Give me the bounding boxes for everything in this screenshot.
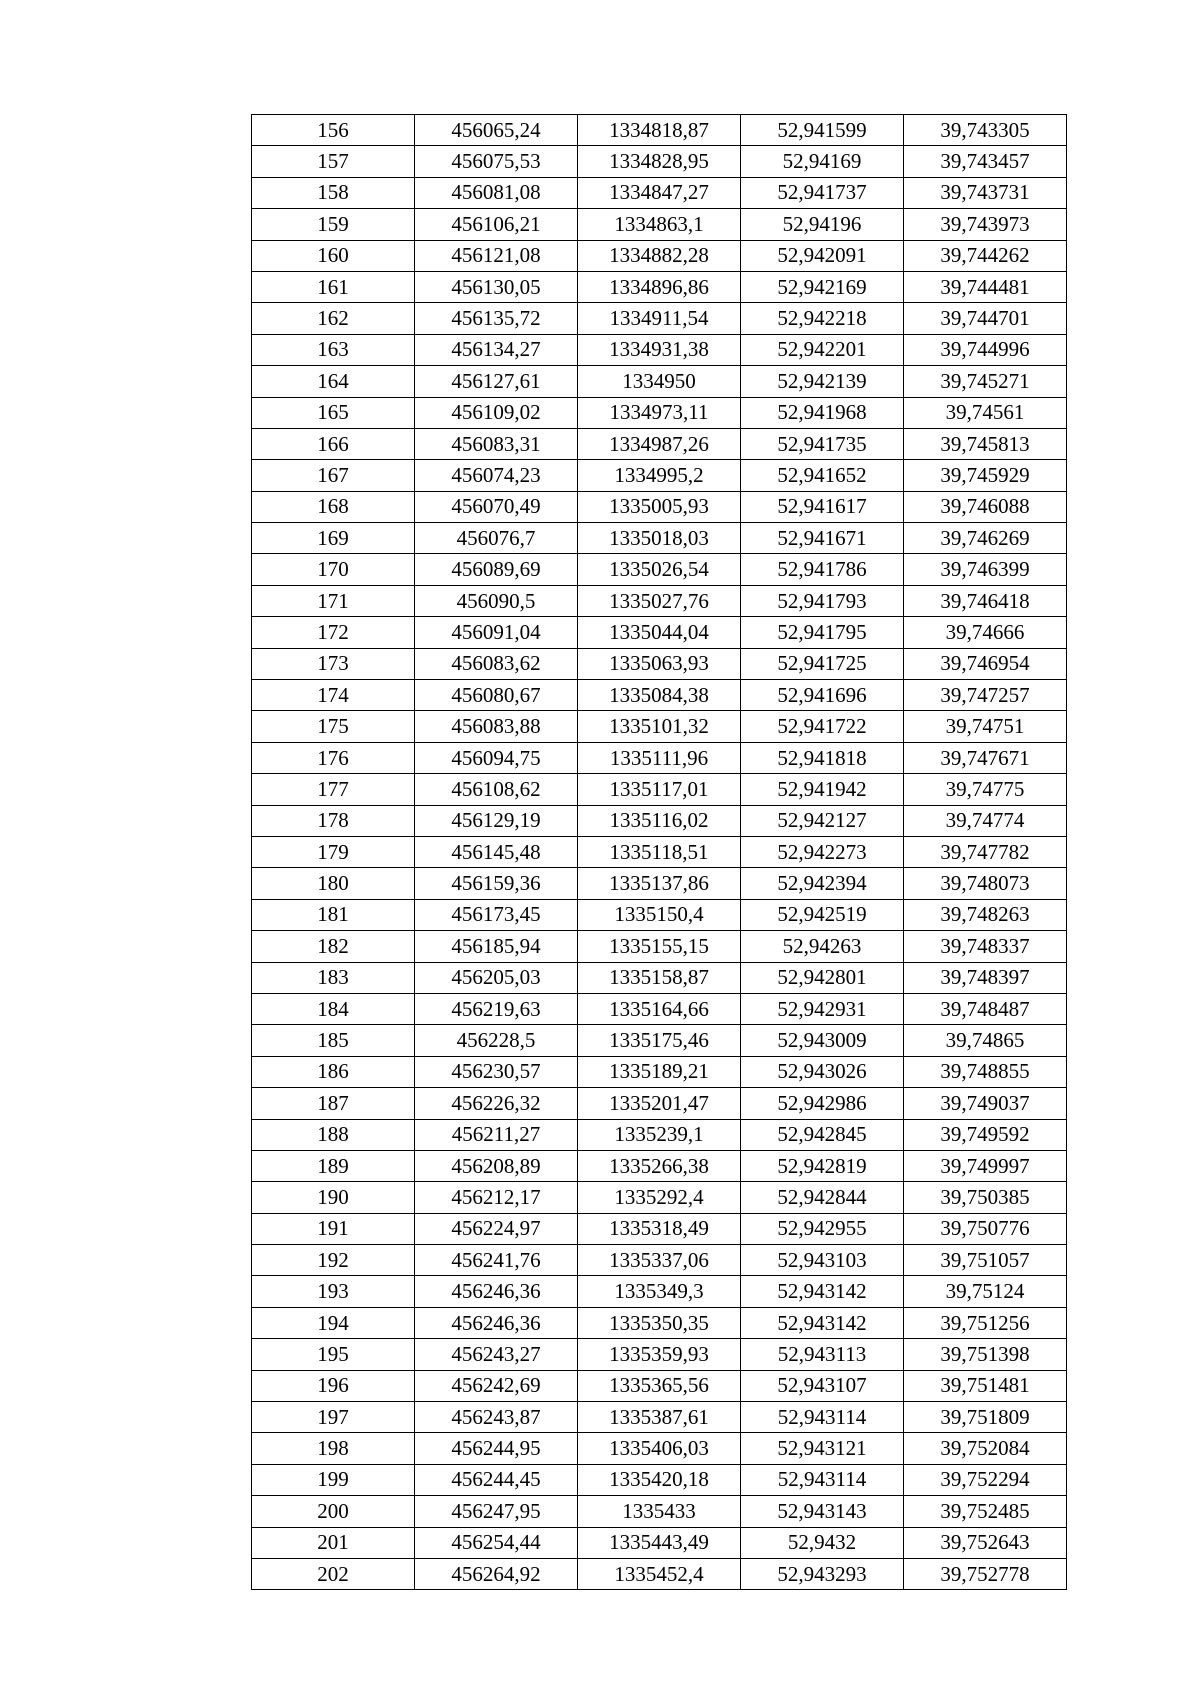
y-coordinate-cell: 1335164,66 — [578, 993, 741, 1024]
y-coordinate-cell: 1335027,76 — [578, 585, 741, 616]
table-row — [252, 711, 1067, 742]
latitude-cell: 52,941795 — [741, 617, 904, 648]
y-coordinate-cell: 1334828,95 — [578, 146, 741, 177]
table-row — [252, 1276, 1067, 1307]
y-coordinate-cell: 1335406,03 — [578, 1433, 741, 1464]
point-number-cell: 172 — [252, 617, 415, 648]
table-row — [252, 993, 1067, 1024]
y-coordinate-cell: 1334896,86 — [578, 271, 741, 302]
latitude-cell: 52,942201 — [741, 334, 904, 365]
longitude-cell: 39,751057 — [904, 1245, 1067, 1276]
table-row — [252, 1182, 1067, 1213]
y-coordinate-cell: 1334847,27 — [578, 177, 741, 208]
x-coordinate-cell: 456219,63 — [415, 993, 578, 1024]
longitude-cell: 39,751256 — [904, 1307, 1067, 1338]
longitude-cell: 39,751481 — [904, 1370, 1067, 1401]
x-coordinate-cell: 456173,45 — [415, 899, 578, 930]
x-coordinate-cell: 456243,87 — [415, 1402, 578, 1433]
y-coordinate-cell: 1335201,47 — [578, 1088, 741, 1119]
longitude-cell: 39,744481 — [904, 271, 1067, 302]
table-row — [252, 836, 1067, 867]
table-row — [252, 899, 1067, 930]
point-number-cell: 175 — [252, 711, 415, 742]
x-coordinate-cell: 456185,94 — [415, 931, 578, 962]
y-coordinate-cell: 1335044,04 — [578, 617, 741, 648]
table-row — [252, 1119, 1067, 1150]
table-row — [252, 1402, 1067, 1433]
latitude-cell: 52,941793 — [741, 585, 904, 616]
point-number-cell: 201 — [252, 1527, 415, 1558]
table-row — [252, 680, 1067, 711]
latitude-cell: 52,943026 — [741, 1056, 904, 1087]
point-number-cell: 174 — [252, 680, 415, 711]
x-coordinate-cell: 456065,24 — [415, 115, 578, 146]
y-coordinate-cell: 1335349,3 — [578, 1276, 741, 1307]
y-coordinate-cell: 1334950 — [578, 366, 741, 397]
longitude-cell: 39,743973 — [904, 209, 1067, 240]
table-row — [252, 1527, 1067, 1558]
table-row — [252, 1558, 1067, 1589]
point-number-cell: 187 — [252, 1088, 415, 1119]
table-row — [252, 1433, 1067, 1464]
longitude-cell: 39,746954 — [904, 648, 1067, 679]
y-coordinate-cell: 1335387,61 — [578, 1402, 741, 1433]
x-coordinate-cell: 456246,36 — [415, 1307, 578, 1338]
x-coordinate-cell: 456145,48 — [415, 836, 578, 867]
latitude-cell: 52,943293 — [741, 1558, 904, 1589]
point-number-cell: 156 — [252, 115, 415, 146]
latitude-cell: 52,941818 — [741, 742, 904, 773]
longitude-cell: 39,743731 — [904, 177, 1067, 208]
table-row — [252, 868, 1067, 899]
point-number-cell: 196 — [252, 1370, 415, 1401]
latitude-cell: 52,943143 — [741, 1496, 904, 1527]
latitude-cell: 52,942931 — [741, 993, 904, 1024]
x-coordinate-cell: 456106,21 — [415, 209, 578, 240]
longitude-cell: 39,752485 — [904, 1496, 1067, 1527]
table-row — [252, 931, 1067, 962]
longitude-cell: 39,745271 — [904, 366, 1067, 397]
latitude-cell: 52,943114 — [741, 1402, 904, 1433]
latitude-cell: 52,942127 — [741, 805, 904, 836]
x-coordinate-cell: 456246,36 — [415, 1276, 578, 1307]
point-number-cell: 168 — [252, 491, 415, 522]
longitude-cell: 39,751809 — [904, 1402, 1067, 1433]
longitude-cell: 39,749997 — [904, 1150, 1067, 1181]
table-row — [252, 366, 1067, 397]
table-row — [252, 1339, 1067, 1370]
y-coordinate-cell: 1335359,93 — [578, 1339, 741, 1370]
point-number-cell: 184 — [252, 993, 415, 1024]
y-coordinate-cell: 1335084,38 — [578, 680, 741, 711]
longitude-cell: 39,746088 — [904, 491, 1067, 522]
x-coordinate-cell: 456226,32 — [415, 1088, 578, 1119]
y-coordinate-cell: 1335189,21 — [578, 1056, 741, 1087]
latitude-cell: 52,943103 — [741, 1245, 904, 1276]
x-coordinate-cell: 456244,45 — [415, 1464, 578, 1495]
coordinates-table-body — [252, 115, 1067, 1590]
longitude-cell: 39,744262 — [904, 240, 1067, 271]
y-coordinate-cell: 1335292,4 — [578, 1182, 741, 1213]
x-coordinate-cell: 456211,27 — [415, 1119, 578, 1150]
x-coordinate-cell: 456129,19 — [415, 805, 578, 836]
y-coordinate-cell: 1335337,06 — [578, 1245, 741, 1276]
y-coordinate-cell: 1334995,2 — [578, 460, 741, 491]
longitude-cell: 39,748855 — [904, 1056, 1067, 1087]
table-row — [252, 523, 1067, 554]
longitude-cell: 39,751398 — [904, 1339, 1067, 1370]
longitude-cell: 39,749592 — [904, 1119, 1067, 1150]
latitude-cell: 52,942801 — [741, 962, 904, 993]
longitude-cell: 39,746418 — [904, 585, 1067, 616]
latitude-cell: 52,942844 — [741, 1182, 904, 1213]
y-coordinate-cell: 1335117,01 — [578, 774, 741, 805]
latitude-cell: 52,941968 — [741, 397, 904, 428]
point-number-cell: 186 — [252, 1056, 415, 1087]
latitude-cell: 52,942091 — [741, 240, 904, 271]
latitude-cell: 52,943142 — [741, 1276, 904, 1307]
point-number-cell: 158 — [252, 177, 415, 208]
x-coordinate-cell: 456230,57 — [415, 1056, 578, 1087]
latitude-cell: 52,942169 — [741, 271, 904, 302]
y-coordinate-cell: 1335137,86 — [578, 868, 741, 899]
x-coordinate-cell: 456242,69 — [415, 1370, 578, 1401]
table-row — [252, 805, 1067, 836]
point-number-cell: 192 — [252, 1245, 415, 1276]
y-coordinate-cell: 1335175,46 — [578, 1025, 741, 1056]
table-row — [252, 491, 1067, 522]
longitude-cell: 39,752778 — [904, 1558, 1067, 1589]
table-row — [252, 460, 1067, 491]
x-coordinate-cell: 456212,17 — [415, 1182, 578, 1213]
longitude-cell: 39,747782 — [904, 836, 1067, 867]
x-coordinate-cell: 456081,08 — [415, 177, 578, 208]
table-row — [252, 334, 1067, 365]
longitude-cell: 39,74561 — [904, 397, 1067, 428]
table-row — [252, 271, 1067, 302]
x-coordinate-cell: 456159,36 — [415, 868, 578, 899]
y-coordinate-cell: 1335116,02 — [578, 805, 741, 836]
latitude-cell: 52,942273 — [741, 836, 904, 867]
point-number-cell: 181 — [252, 899, 415, 930]
y-coordinate-cell: 1335118,51 — [578, 836, 741, 867]
point-number-cell: 185 — [252, 1025, 415, 1056]
latitude-cell: 52,943107 — [741, 1370, 904, 1401]
point-number-cell: 161 — [252, 271, 415, 302]
y-coordinate-cell: 1334987,26 — [578, 428, 741, 459]
y-coordinate-cell: 1335443,49 — [578, 1527, 741, 1558]
point-number-cell: 179 — [252, 836, 415, 867]
latitude-cell: 52,941652 — [741, 460, 904, 491]
latitude-cell: 52,94263 — [741, 931, 904, 962]
table-row — [252, 146, 1067, 177]
x-coordinate-cell: 456083,31 — [415, 428, 578, 459]
point-number-cell: 165 — [252, 397, 415, 428]
longitude-cell: 39,74751 — [904, 711, 1067, 742]
longitude-cell: 39,743305 — [904, 115, 1067, 146]
longitude-cell: 39,74865 — [904, 1025, 1067, 1056]
latitude-cell: 52,942218 — [741, 303, 904, 334]
table-row — [252, 648, 1067, 679]
table-row — [252, 1245, 1067, 1276]
x-coordinate-cell: 456243,27 — [415, 1339, 578, 1370]
y-coordinate-cell: 1335150,4 — [578, 899, 741, 930]
table-row — [252, 742, 1067, 773]
y-coordinate-cell: 1334931,38 — [578, 334, 741, 365]
table-row — [252, 1496, 1067, 1527]
table-row — [252, 177, 1067, 208]
y-coordinate-cell: 1334818,87 — [578, 115, 741, 146]
x-coordinate-cell: 456247,95 — [415, 1496, 578, 1527]
point-number-cell: 199 — [252, 1464, 415, 1495]
x-coordinate-cell: 456208,89 — [415, 1150, 578, 1181]
x-coordinate-cell: 456228,5 — [415, 1025, 578, 1056]
latitude-cell: 52,941617 — [741, 491, 904, 522]
table-row — [252, 397, 1067, 428]
latitude-cell: 52,941942 — [741, 774, 904, 805]
y-coordinate-cell: 1335026,54 — [578, 554, 741, 585]
latitude-cell: 52,942139 — [741, 366, 904, 397]
longitude-cell: 39,75124 — [904, 1276, 1067, 1307]
x-coordinate-cell: 456080,67 — [415, 680, 578, 711]
longitude-cell: 39,746399 — [904, 554, 1067, 585]
y-coordinate-cell: 1335018,03 — [578, 523, 741, 554]
longitude-cell: 39,744701 — [904, 303, 1067, 334]
latitude-cell: 52,9432 — [741, 1527, 904, 1558]
longitude-cell: 39,74775 — [904, 774, 1067, 805]
table-row — [252, 1307, 1067, 1338]
y-coordinate-cell: 1335420,18 — [578, 1464, 741, 1495]
point-number-cell: 198 — [252, 1433, 415, 1464]
longitude-cell: 39,747257 — [904, 680, 1067, 711]
x-coordinate-cell: 456264,92 — [415, 1558, 578, 1589]
y-coordinate-cell: 1335101,32 — [578, 711, 741, 742]
table-row — [252, 115, 1067, 146]
x-coordinate-cell: 456241,76 — [415, 1245, 578, 1276]
point-number-cell: 173 — [252, 648, 415, 679]
longitude-cell: 39,748487 — [904, 993, 1067, 1024]
x-coordinate-cell: 456074,23 — [415, 460, 578, 491]
coordinates-table — [251, 114, 1067, 1590]
point-number-cell: 164 — [252, 366, 415, 397]
longitude-cell: 39,748073 — [904, 868, 1067, 899]
point-number-cell: 190 — [252, 1182, 415, 1213]
y-coordinate-cell: 1335452,4 — [578, 1558, 741, 1589]
x-coordinate-cell: 456108,62 — [415, 774, 578, 805]
latitude-cell: 52,941735 — [741, 428, 904, 459]
table-row — [252, 428, 1067, 459]
table-row — [252, 1213, 1067, 1244]
longitude-cell: 39,746269 — [904, 523, 1067, 554]
point-number-cell: 197 — [252, 1402, 415, 1433]
latitude-cell: 52,942394 — [741, 868, 904, 899]
point-number-cell: 166 — [252, 428, 415, 459]
x-coordinate-cell: 456090,5 — [415, 585, 578, 616]
x-coordinate-cell: 456089,69 — [415, 554, 578, 585]
latitude-cell: 52,943121 — [741, 1433, 904, 1464]
y-coordinate-cell: 1335155,15 — [578, 931, 741, 962]
latitude-cell: 52,943142 — [741, 1307, 904, 1338]
x-coordinate-cell: 456130,05 — [415, 271, 578, 302]
point-number-cell: 176 — [252, 742, 415, 773]
longitude-cell: 39,744996 — [904, 334, 1067, 365]
x-coordinate-cell: 456094,75 — [415, 742, 578, 773]
y-coordinate-cell: 1335318,49 — [578, 1213, 741, 1244]
y-coordinate-cell: 1334973,11 — [578, 397, 741, 428]
latitude-cell: 52,942845 — [741, 1119, 904, 1150]
point-number-cell: 180 — [252, 868, 415, 899]
longitude-cell: 39,748337 — [904, 931, 1067, 962]
y-coordinate-cell: 1335239,1 — [578, 1119, 741, 1150]
longitude-cell: 39,749037 — [904, 1088, 1067, 1119]
point-number-cell: 167 — [252, 460, 415, 491]
latitude-cell: 52,942819 — [741, 1150, 904, 1181]
x-coordinate-cell: 456070,49 — [415, 491, 578, 522]
longitude-cell: 39,743457 — [904, 146, 1067, 177]
y-coordinate-cell: 1335063,93 — [578, 648, 741, 679]
table-row — [252, 1464, 1067, 1495]
point-number-cell: 162 — [252, 303, 415, 334]
latitude-cell: 52,942519 — [741, 899, 904, 930]
y-coordinate-cell: 1335266,38 — [578, 1150, 741, 1181]
latitude-cell: 52,941671 — [741, 523, 904, 554]
table-row — [252, 962, 1067, 993]
point-number-cell: 195 — [252, 1339, 415, 1370]
latitude-cell: 52,943114 — [741, 1464, 904, 1495]
table-row — [252, 1150, 1067, 1181]
point-number-cell: 200 — [252, 1496, 415, 1527]
point-number-cell: 188 — [252, 1119, 415, 1150]
point-number-cell: 170 — [252, 554, 415, 585]
latitude-cell: 52,942986 — [741, 1088, 904, 1119]
point-number-cell: 183 — [252, 962, 415, 993]
x-coordinate-cell: 456127,61 — [415, 366, 578, 397]
point-number-cell: 169 — [252, 523, 415, 554]
y-coordinate-cell: 1335365,56 — [578, 1370, 741, 1401]
y-coordinate-cell: 1335158,87 — [578, 962, 741, 993]
x-coordinate-cell: 456224,97 — [415, 1213, 578, 1244]
latitude-cell: 52,94196 — [741, 209, 904, 240]
table-row — [252, 554, 1067, 585]
table-row — [252, 209, 1067, 240]
x-coordinate-cell: 456076,7 — [415, 523, 578, 554]
table-row — [252, 1370, 1067, 1401]
point-number-cell: 178 — [252, 805, 415, 836]
x-coordinate-cell: 456254,44 — [415, 1527, 578, 1558]
point-number-cell: 171 — [252, 585, 415, 616]
x-coordinate-cell: 456134,27 — [415, 334, 578, 365]
latitude-cell: 52,941696 — [741, 680, 904, 711]
longitude-cell: 39,74666 — [904, 617, 1067, 648]
y-coordinate-cell: 1334863,1 — [578, 209, 741, 240]
x-coordinate-cell: 456083,88 — [415, 711, 578, 742]
y-coordinate-cell: 1335005,93 — [578, 491, 741, 522]
table-row — [252, 1056, 1067, 1087]
x-coordinate-cell: 456075,53 — [415, 146, 578, 177]
latitude-cell: 52,943113 — [741, 1339, 904, 1370]
longitude-cell: 39,745929 — [904, 460, 1067, 491]
latitude-cell: 52,941737 — [741, 177, 904, 208]
y-coordinate-cell: 1334882,28 — [578, 240, 741, 271]
point-number-cell: 194 — [252, 1307, 415, 1338]
table-row — [252, 303, 1067, 334]
table-row — [252, 585, 1067, 616]
longitude-cell: 39,745813 — [904, 428, 1067, 459]
x-coordinate-cell: 456121,08 — [415, 240, 578, 271]
y-coordinate-cell: 1335111,96 — [578, 742, 741, 773]
table-row — [252, 617, 1067, 648]
latitude-cell: 52,943009 — [741, 1025, 904, 1056]
longitude-cell: 39,748397 — [904, 962, 1067, 993]
longitude-cell: 39,752294 — [904, 1464, 1067, 1495]
longitude-cell: 39,750776 — [904, 1213, 1067, 1244]
table-row — [252, 240, 1067, 271]
point-number-cell: 182 — [252, 931, 415, 962]
latitude-cell: 52,942955 — [741, 1213, 904, 1244]
latitude-cell: 52,941786 — [741, 554, 904, 585]
point-number-cell: 160 — [252, 240, 415, 271]
longitude-cell: 39,752084 — [904, 1433, 1067, 1464]
latitude-cell: 52,941725 — [741, 648, 904, 679]
point-number-cell: 177 — [252, 774, 415, 805]
x-coordinate-cell: 456091,04 — [415, 617, 578, 648]
y-coordinate-cell: 1335433 — [578, 1496, 741, 1527]
point-number-cell: 157 — [252, 146, 415, 177]
point-number-cell: 159 — [252, 209, 415, 240]
y-coordinate-cell: 1334911,54 — [578, 303, 741, 334]
point-number-cell: 189 — [252, 1150, 415, 1181]
longitude-cell: 39,750385 — [904, 1182, 1067, 1213]
table-row — [252, 1025, 1067, 1056]
longitude-cell: 39,752643 — [904, 1527, 1067, 1558]
latitude-cell: 52,941599 — [741, 115, 904, 146]
table-row — [252, 774, 1067, 805]
longitude-cell: 39,747671 — [904, 742, 1067, 773]
point-number-cell: 202 — [252, 1558, 415, 1589]
table-row — [252, 1088, 1067, 1119]
x-coordinate-cell: 456109,02 — [415, 397, 578, 428]
x-coordinate-cell: 456205,03 — [415, 962, 578, 993]
x-coordinate-cell: 456083,62 — [415, 648, 578, 679]
y-coordinate-cell: 1335350,35 — [578, 1307, 741, 1338]
latitude-cell: 52,941722 — [741, 711, 904, 742]
x-coordinate-cell: 456135,72 — [415, 303, 578, 334]
point-number-cell: 193 — [252, 1276, 415, 1307]
point-number-cell: 163 — [252, 334, 415, 365]
point-number-cell: 191 — [252, 1213, 415, 1244]
longitude-cell: 39,748263 — [904, 899, 1067, 930]
x-coordinate-cell: 456244,95 — [415, 1433, 578, 1464]
longitude-cell: 39,74774 — [904, 805, 1067, 836]
latitude-cell: 52,94169 — [741, 146, 904, 177]
